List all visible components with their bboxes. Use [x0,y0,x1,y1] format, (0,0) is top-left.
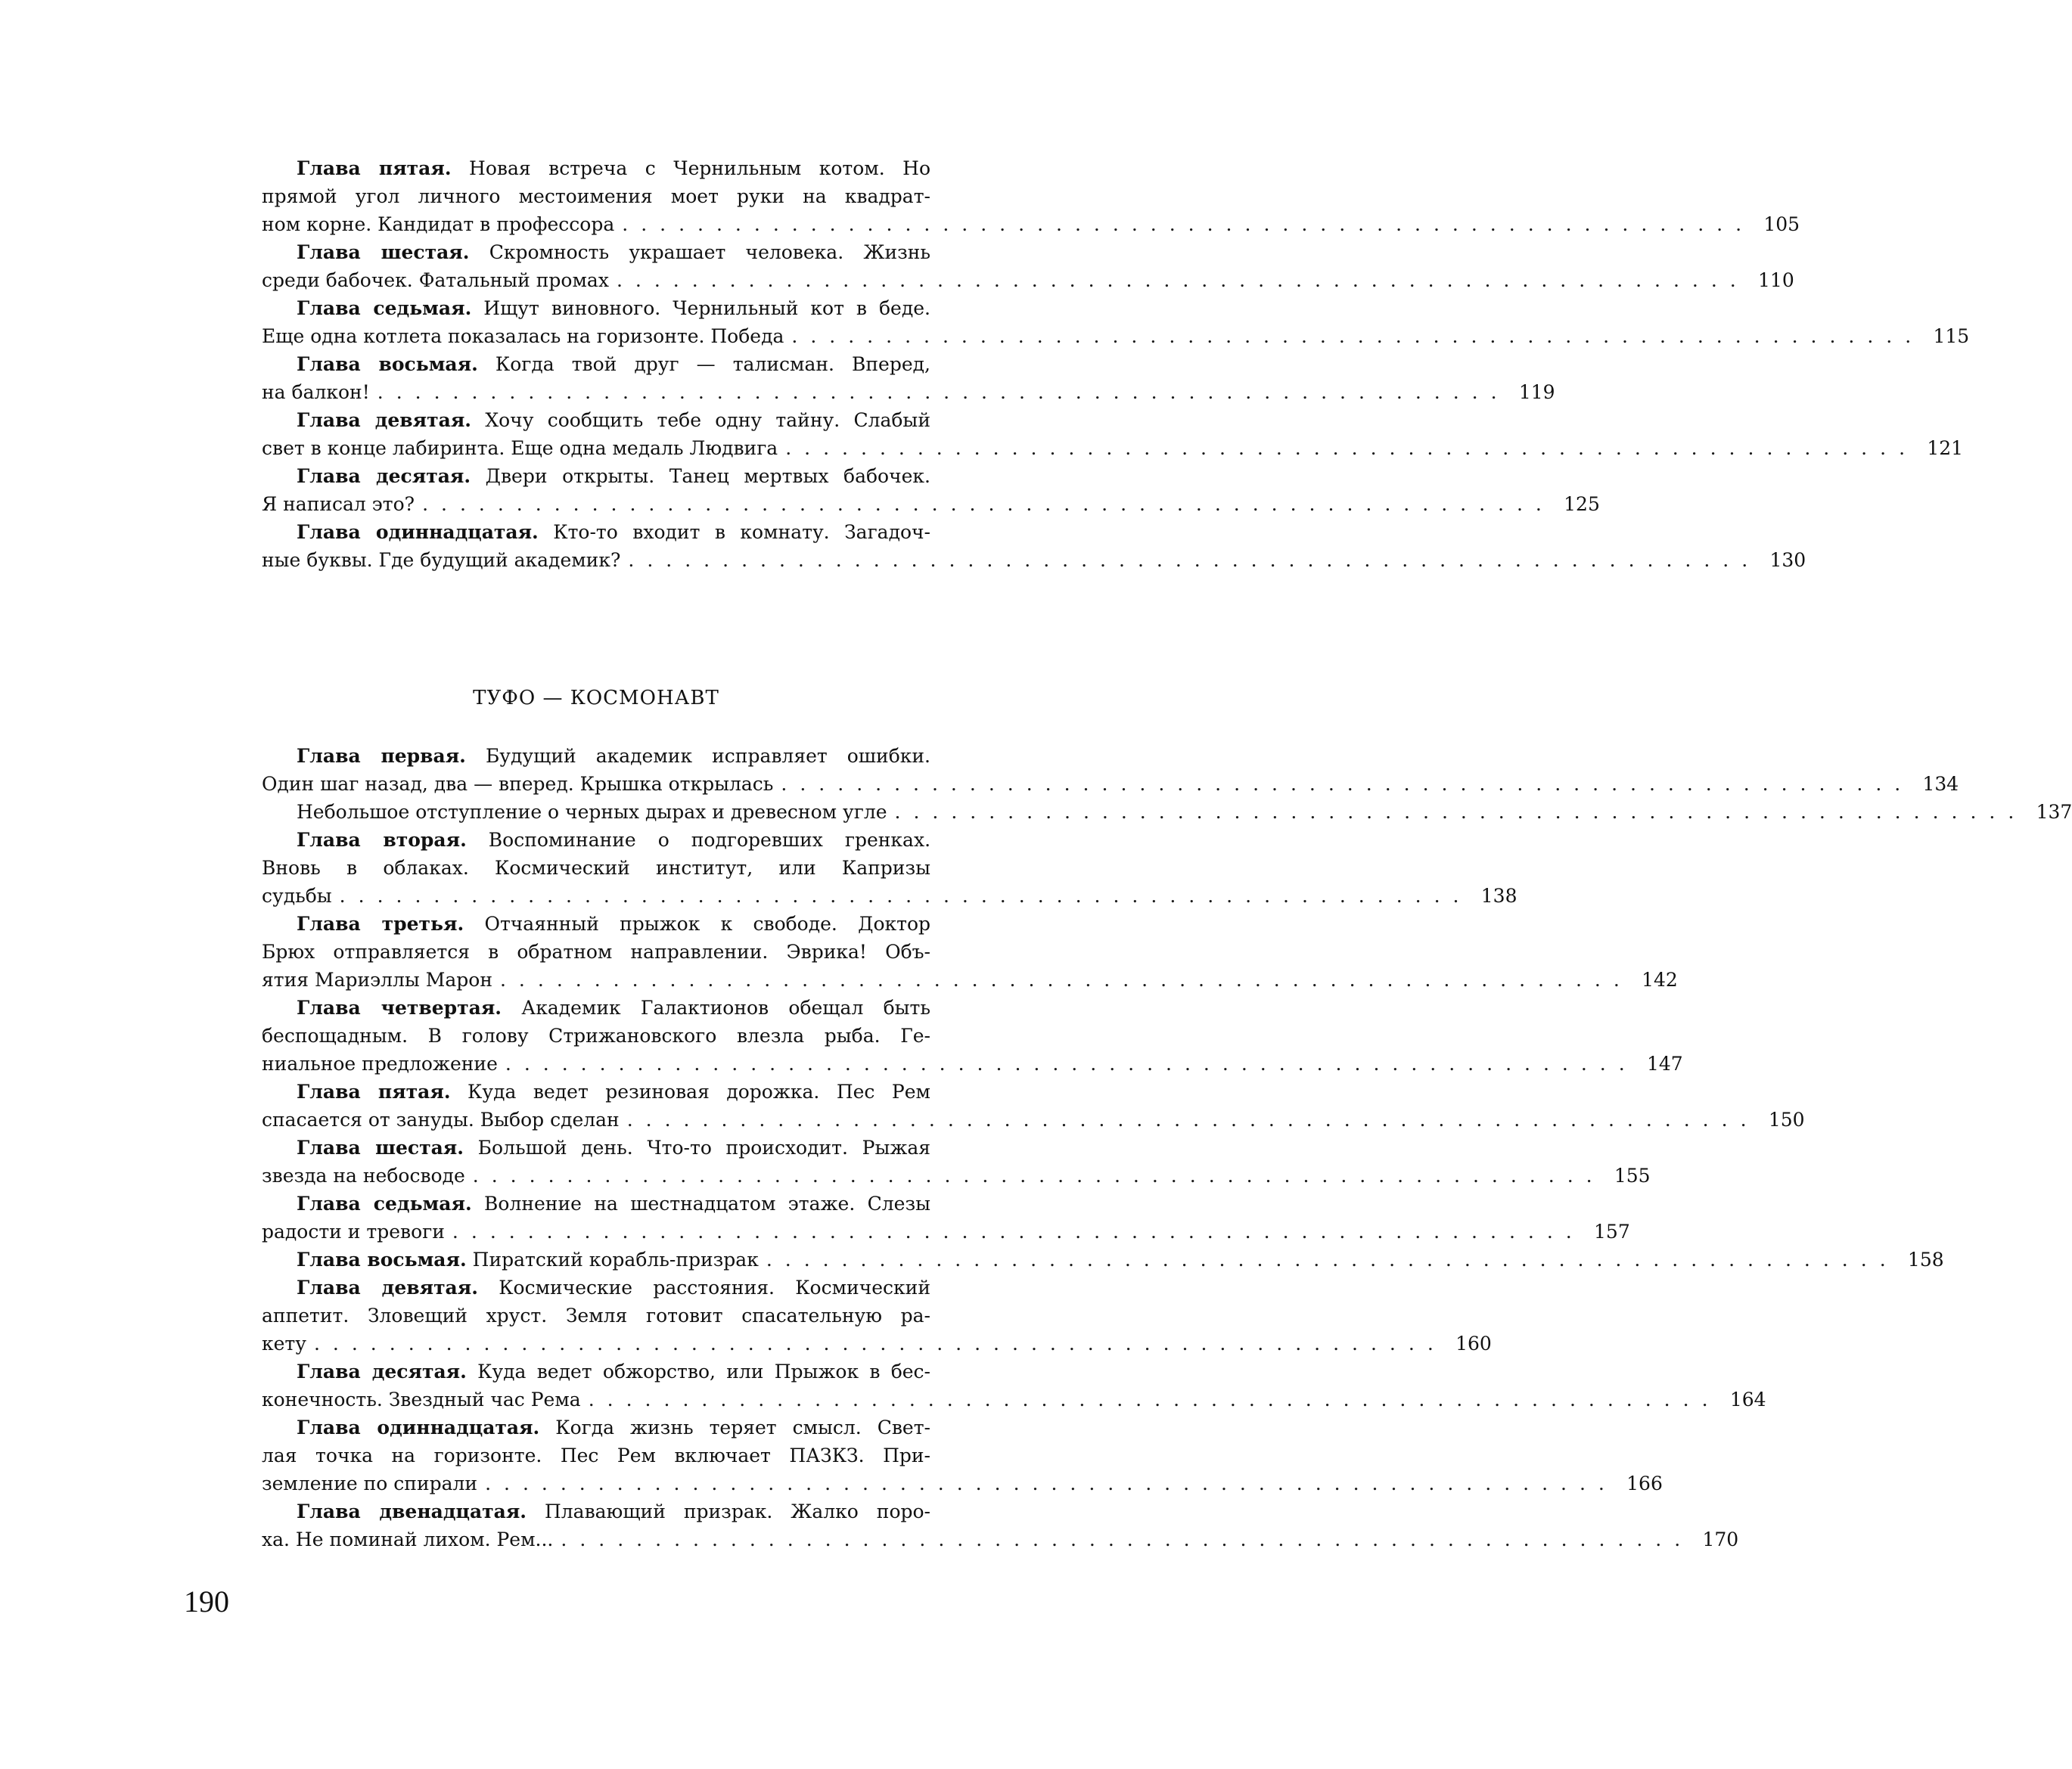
toc-line [262,1050,1683,1078]
toc-page-number: 142 [1642,969,1678,991]
chapter-description: радости и тревоги [262,1221,445,1243]
toc-entry [262,994,1683,1078]
toc-line [262,742,930,770]
chapter-label: Глава седьмая. [297,297,472,319]
chapter-description: Когда твой друг — талисман. Вперед, [495,353,930,375]
chapter-description: Один шаг назад, два — вперед. Крышка открылась [262,773,774,795]
toc-line-text [297,1246,759,1274]
toc-line-text [297,798,887,826]
section-title: ТУФО — КОСМОНАВТ [473,687,719,709]
chapter-description: лая точка на горизонте. Пес Рем включает ПАЗКЗ. При- [262,1445,930,1466]
chapter-description: Хочу сообщить тебе одну тайну. Слабый [485,409,930,431]
toc-entry [262,406,1964,462]
chapter-description: Ищут виновного. Чернильный кот в беде. [483,297,930,319]
dot-leader: ............................................................ [485,1473,1617,1494]
chapter-description: ха. Не поминай лихом. Рем... [262,1528,554,1550]
chapter-description: Я написал это? [262,493,415,515]
toc-line-text [262,546,620,574]
dot-leader: ............................................................ [505,1053,1638,1075]
toc-line [262,1525,1739,1553]
toc-line [262,1190,930,1218]
chapter-description: Куда ведет резиновая дорожка. Пес Рем [468,1081,930,1103]
dot-leader: ............................................................ [894,801,2027,823]
toc-page-number: 166 [1626,1473,1663,1494]
chapter-description: Брюх отправляется в обратном направлении. Эврика! Объ- [262,941,930,963]
toc-section-2 [262,742,2072,1553]
toc-line [262,994,930,1022]
chapter-label: Глава пятая. [297,1081,451,1103]
chapter-label: Глава шестая. [297,1137,464,1159]
chapter-description: ные буквы. Где будущий академик? [262,549,621,571]
toc-line [262,1162,1651,1190]
toc-line [262,490,1600,518]
toc-line [262,1022,930,1050]
toc-line [262,1078,930,1106]
toc-line [262,966,1678,994]
chapter-description: Пиратский корабль-призрак [472,1249,759,1271]
toc-entry [262,1078,1805,1134]
toc-entry [262,1497,1739,1553]
chapter-label: Глава третья. [297,913,464,935]
toc-entry [262,350,1555,406]
toc-line [262,434,1964,462]
dot-leader: ............................................................ [561,1528,1694,1550]
toc-section-1 [262,154,1970,574]
toc-line [262,1274,930,1302]
toc-line [262,1134,930,1162]
toc-entry [262,1358,1766,1414]
chapter-label: Глава вторая. [297,829,467,851]
toc-entry [262,910,1678,994]
chapter-description: Будущий академик исправляет ошибки. [485,745,930,767]
chapter-label: Глава пятая. [297,157,452,179]
dot-leader: ............................................................ [452,1221,1585,1243]
chapter-description: кету [262,1333,306,1355]
toc-entry [262,798,2072,826]
chapter-label: Глава десятая. [297,465,471,487]
chapter-description: Когда жизнь теряет смысл. Свет- [555,1417,930,1438]
toc-line-text [262,1470,477,1497]
toc-page-number: 157 [1594,1221,1630,1243]
toc-line-text [262,322,784,350]
toc-page-number: 115 [1933,325,1970,347]
chapter-description: Плавающий призрак. Жалко поро- [544,1501,930,1522]
toc-entry [262,1134,1651,1190]
toc-page-number: 134 [1922,773,1959,795]
toc-page-number: 119 [1518,381,1555,403]
toc-entry [262,1274,1492,1358]
dot-leader: ............................................................ [622,213,1755,235]
toc-page-number: 170 [1702,1528,1739,1550]
toc-line [262,1386,1766,1414]
chapter-description: Космические расстояния. Космический [499,1277,930,1299]
toc-line [262,1246,1944,1274]
toc-entry [262,742,1959,798]
chapter-label: Глава десятая. [297,1361,467,1383]
toc-line [262,238,930,266]
toc-line [262,182,930,210]
chapter-label: Глава одиннадцатая. [297,521,539,543]
dot-leader: ............................................................ [377,381,1510,403]
toc-page-number: 125 [1564,493,1600,515]
chapter-description: Двери открыты. Танец мертвых бабочек. [485,465,931,487]
dot-leader: ............................................................ [766,1249,1899,1271]
toc-entry [262,826,1517,910]
chapter-description: конечность. Звездный час Рема [262,1389,581,1411]
chapter-description: спасается от зануды. Выбор сделан [262,1109,620,1131]
chapter-description: Кто-то входит в комнату. Загадоч- [553,521,930,543]
chapter-label: Глава девятая. [297,409,471,431]
toc-line-text [262,1218,445,1246]
dot-leader: ............................................................ [339,885,1472,907]
toc-line [262,1414,930,1442]
toc-line [262,378,1555,406]
toc-line [262,882,1517,910]
dot-leader: ............................................................ [785,437,1918,459]
toc-line [262,798,2072,826]
dot-leader: ............................................................ [628,549,1761,571]
toc-page-number: 160 [1455,1333,1492,1355]
chapter-description: аппетит. Зловещий хруст. Земля готовит спасательную ра- [262,1305,930,1327]
toc-line [262,322,1970,350]
chapter-description: Скромность украшает человека. Жизнь [489,241,931,263]
toc-entry [262,238,1794,294]
toc-line-text [262,434,778,462]
toc-line [262,350,930,378]
chapter-label: Глава восьмая. [297,353,478,375]
chapter-description: земление по спирали [262,1473,478,1494]
toc-line-text [262,1050,498,1078]
chapter-description: Воспоминание о подгоревших гренках. [488,829,931,851]
toc-page-number: 158 [1907,1249,1944,1271]
toc-line [262,1218,1630,1246]
chapter-description: ниальное предложение [262,1053,498,1075]
toc-line-text [262,266,609,294]
chapter-label: Глава одиннадцатая. [297,1417,540,1438]
toc-line [262,1497,930,1525]
chapter-description: судьбы [262,885,332,907]
chapter-description: Небольшое отступление о черных дырах и древесном угле [297,801,887,823]
dot-leader: ............................................................ [422,493,1555,515]
chapter-description: ном корне. Кандидат в профессора [262,213,615,235]
toc-line-text [262,1525,553,1553]
toc-line [262,266,1794,294]
toc-line [262,1358,930,1386]
chapter-description: свет в конце лабиринта. Еще одна медаль Людвига [262,437,778,459]
toc-page-number: 110 [1758,269,1794,291]
toc-page-number: 147 [1646,1053,1683,1075]
chapter-description: Большой день. Что-то происходит. Рыжая [477,1137,931,1159]
toc-line [262,294,930,322]
dot-leader: ............................................................ [791,325,1924,347]
toc-line [262,462,930,490]
toc-line-text [262,210,614,238]
dot-leader: ............................................................ [626,1109,1760,1131]
toc-line [262,1442,930,1470]
chapter-description: беспощадным. В голову Стрижановского влезла рыба. Ге- [262,1025,930,1047]
toc-entry [262,1414,1663,1497]
toc-line-text [262,1162,465,1190]
toc-line [262,1106,1805,1134]
toc-line [262,1302,930,1330]
toc-line-text [262,966,492,994]
dot-leader: ............................................................ [781,773,1914,795]
chapter-description: Вновь в облаках. Космический институт, или Капризы [262,857,930,879]
chapter-label: Глава шестая. [297,241,470,263]
toc-line-text [262,882,332,910]
toc-line [262,1470,1663,1497]
toc-line-text [262,378,370,406]
chapter-description: Волнение на шестнадцатом этаже. Слезы [484,1193,930,1215]
toc-entry [262,294,1970,350]
dot-leader: ............................................................ [616,269,1749,291]
chapter-description: прямой угол личного местоимения моет руки на квадрат- [262,185,930,207]
chapter-label: Глава четвертая. [297,997,502,1019]
toc-line [262,1330,1492,1358]
toc-line-text [262,770,773,798]
chapter-description: Куда ведет обжорство, или Прыжок в бес- [477,1361,930,1383]
dot-leader: ............................................................ [499,969,1632,991]
chapter-description: среди бабочек. Фатальный промах [262,269,609,291]
toc-page-number: 138 [1480,885,1517,907]
dot-leader: ............................................................ [588,1389,1721,1411]
toc-page-number: 105 [1763,213,1800,235]
toc-line-text [262,1330,306,1358]
dot-leader: ............................................................ [472,1165,1605,1187]
toc-line [262,154,930,182]
toc-line [262,406,930,434]
toc-page-number: 137 [2036,801,2072,823]
chapter-label: Глава седьмая. [297,1193,472,1215]
toc-page-number: 121 [1927,437,1964,459]
toc-line-text [262,1106,620,1134]
chapter-description: звезда на небосводе [262,1165,465,1187]
toc-page-number: 155 [1614,1165,1651,1187]
chapter-label: Глава первая. [297,745,466,767]
chapter-description: Академик Галактионов обещал быть [521,997,930,1019]
chapter-label: Глава двенадцатая. [297,1501,527,1522]
dot-leader: ............................................................ [313,1333,1446,1355]
toc-line [262,938,930,966]
chapter-label: Глава восьмая. [297,1249,467,1271]
toc-line [262,826,930,854]
toc-line-text [262,1386,581,1414]
chapter-description: ятия Мариэллы Марон [262,969,492,991]
toc-line [262,910,930,938]
toc-entry [262,462,1600,518]
toc-line [262,770,1959,798]
toc-line [262,210,1800,238]
toc-page-number: 130 [1769,549,1806,571]
toc-line [262,546,1806,574]
toc-page-number: 164 [1729,1389,1766,1411]
toc-line-text [262,490,415,518]
chapter-label: Глава девятая. [297,1277,478,1299]
chapter-description: Отчаянный прыжок к свободе. Доктор [484,913,930,935]
toc-line [262,854,930,882]
toc-entry [262,154,1800,238]
chapter-description: Еще одна котлета показалась на горизонте. Победа [262,325,784,347]
page-number: 190 [184,1584,229,1618]
toc-entry [262,1246,1944,1274]
chapter-description: на балкон! [262,381,370,403]
toc-entry [262,1190,1630,1246]
toc-page-number: 150 [1768,1109,1805,1131]
toc-entry [262,518,1806,574]
toc-line [262,518,930,546]
chapter-description: Новая встреча с Чернильным котом. Но [469,157,930,179]
